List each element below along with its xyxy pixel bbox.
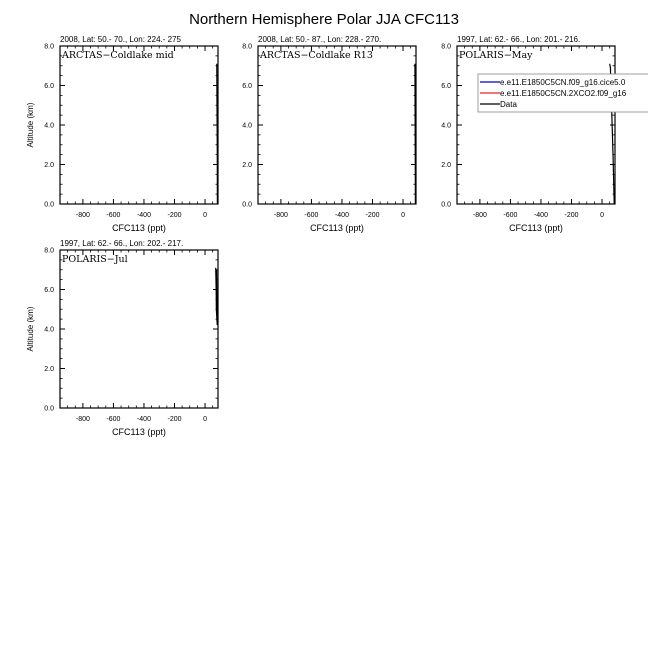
x-axis-label: CFC113 (ppt) <box>112 427 166 437</box>
x-tick-label: 0 <box>401 212 405 219</box>
plot-frame <box>457 46 615 204</box>
y-tick-label: 6.0 <box>44 83 54 90</box>
panel-1 <box>26 35 218 233</box>
x-tick-label: -200 <box>564 212 579 219</box>
y-tick-label: 8.0 <box>44 43 54 51</box>
x-tick-label: -600 <box>503 212 518 219</box>
panel-subtitle: 2008, Lat: 50.- 70., Lon: 224.- 275 <box>60 35 181 44</box>
y-tick-label: 0.0 <box>44 405 54 413</box>
x-tick-label: -200 <box>167 212 182 219</box>
y-tick-label: 8.0 <box>441 43 451 51</box>
y-tick-label: 2.0 <box>242 162 252 169</box>
panel-subtitle: 1997, Lat: 62.- 66., Lon: 202.- 217. <box>60 239 184 248</box>
y-tick-label: 8.0 <box>242 43 252 51</box>
plot-frame <box>60 46 218 204</box>
panel-label: ARCTAS−Coldlake mid <box>62 50 174 61</box>
x-tick-label: -400 <box>334 212 349 219</box>
x-tick-label: -800 <box>75 416 90 423</box>
series-line-data <box>217 64 218 204</box>
x-tick-label: -600 <box>106 212 121 219</box>
legend-entry: Data <box>500 100 517 109</box>
x-tick-label: -600 <box>106 416 121 423</box>
y-tick-label: 2.0 <box>44 162 54 169</box>
x-tick-label: 0 <box>203 416 207 423</box>
panel-4 <box>26 239 218 437</box>
y-tick-label: 0.0 <box>44 201 54 209</box>
y-tick-label: 6.0 <box>242 83 252 90</box>
figure-title: Northern Hemisphere Polar JJA CFC113 <box>189 11 459 28</box>
x-tick-label: -800 <box>472 212 487 219</box>
y-tick-label: 4.0 <box>44 122 54 130</box>
y-tick-label: 8.0 <box>44 247 54 255</box>
panel-subtitle: 2008, Lat: 50.- 87., Lon: 228.- 270. <box>258 35 382 44</box>
y-axis-label: Altitude (km) <box>26 102 35 148</box>
x-tick-label: 0 <box>203 212 207 219</box>
y-tick-label: 2.0 <box>44 366 54 373</box>
x-axis-label: CFC113 (ppt) <box>112 223 166 233</box>
x-tick-label: -400 <box>136 212 151 219</box>
y-tick-label: 6.0 <box>441 83 451 90</box>
panel-label: ARCTAS−Coldlake R13 <box>260 50 373 61</box>
y-tick-label: 0.0 <box>242 201 252 209</box>
x-tick-label: -800 <box>273 212 288 219</box>
panel-subtitle: 1997, Lat: 62.- 66., Lon: 201.- 216. <box>457 35 581 44</box>
y-tick-label: 6.0 <box>44 287 54 294</box>
y-tick-label: 4.0 <box>44 326 54 334</box>
panel-label: POLARIS−Jul <box>62 254 128 265</box>
legend-entry: e.e11.E1850C5CN.2XCO2.f09_g16 <box>500 89 627 98</box>
panel-2 <box>242 35 416 233</box>
x-tick-label: 0 <box>600 212 604 219</box>
y-tick-label: 4.0 <box>242 122 252 130</box>
plot-frame <box>60 250 218 408</box>
panel-3 <box>441 35 648 233</box>
x-tick-label: -200 <box>365 212 380 219</box>
legend-entry: e.e11.E1850C5CN.f09_g16.cice5.0 <box>500 78 626 87</box>
x-tick-label: -400 <box>136 416 151 423</box>
x-tick-label: -600 <box>304 212 319 219</box>
panel-label: POLARIS−May <box>459 50 533 61</box>
y-tick-label: 0.0 <box>441 201 451 209</box>
x-axis-label: CFC113 (ppt) <box>310 223 364 233</box>
y-tick-label: 2.0 <box>441 162 451 169</box>
y-axis-label: Altitude (km) <box>26 306 35 352</box>
plot-frame <box>258 46 416 204</box>
x-axis-label: CFC113 (ppt) <box>509 223 563 233</box>
x-tick-label: -200 <box>167 416 182 423</box>
series-line-data <box>216 268 218 325</box>
y-tick-label: 4.0 <box>441 122 451 130</box>
x-tick-label: -800 <box>75 212 90 219</box>
x-tick-label: -400 <box>533 212 548 219</box>
